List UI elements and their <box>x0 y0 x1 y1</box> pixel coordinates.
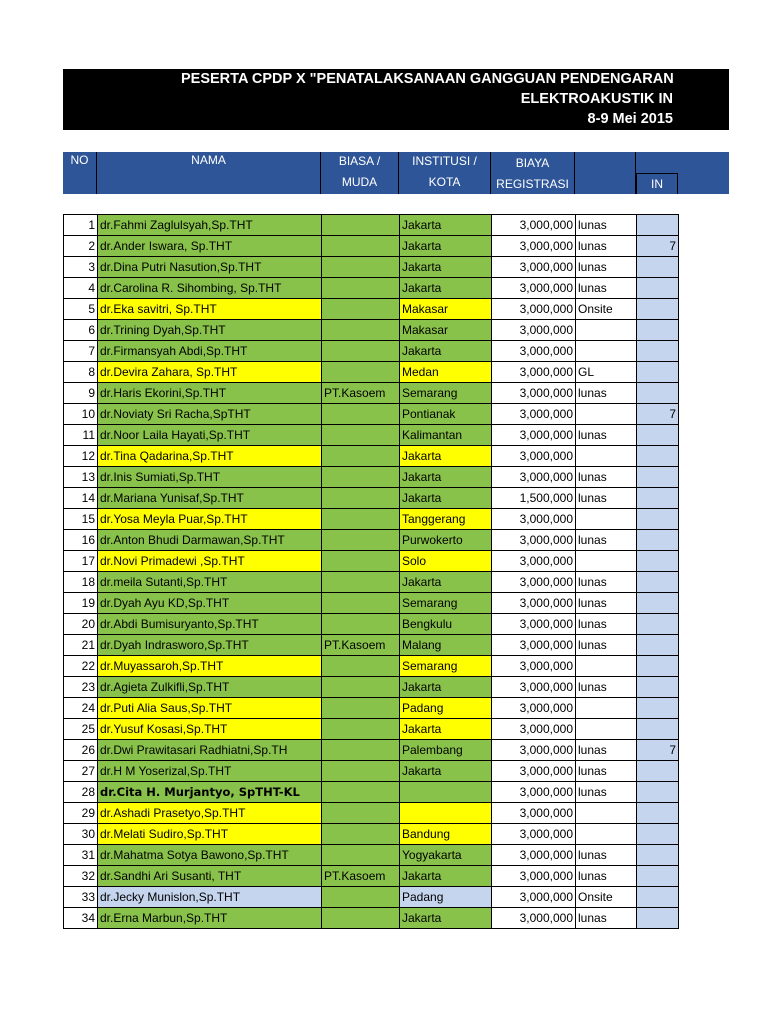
row-status: lunas <box>576 677 637 698</box>
row-kota <box>400 803 492 824</box>
row-no: 20 <box>64 614 98 635</box>
row-extra <box>637 257 679 278</box>
table-row <box>64 278 679 299</box>
row-biaya: 3,000,000 <box>492 383 576 404</box>
row-no: 8 <box>64 362 98 383</box>
row-biasa-muda <box>322 341 400 362</box>
row-kota: Jakarta <box>400 236 492 257</box>
row-biasa-muda <box>322 782 400 803</box>
row-extra: 7 <box>637 404 679 425</box>
row-status <box>576 656 637 677</box>
row-status: lunas <box>576 488 637 509</box>
row-extra <box>637 593 679 614</box>
row-extra <box>637 425 679 446</box>
row-extra <box>637 551 679 572</box>
row-no: 10 <box>64 404 98 425</box>
row-biasa-muda <box>322 278 400 299</box>
row-kota: Jakarta <box>400 719 492 740</box>
header-muda-label: MUDA <box>341 175 378 189</box>
row-biaya: 3,000,000 <box>492 509 576 530</box>
row-nama: dr.Carolina R. Sihombing, Sp.THT <box>98 278 322 299</box>
table-row <box>64 530 679 551</box>
row-kota: Padang <box>400 698 492 719</box>
row-nama: dr.Trining Dyah,Sp.THT <box>98 320 322 341</box>
row-kota: Makasar <box>400 299 492 320</box>
row-status: lunas <box>576 572 637 593</box>
row-status <box>576 719 637 740</box>
row-status <box>576 824 637 845</box>
row-no: 27 <box>64 761 98 782</box>
row-biaya: 3,000,000 <box>492 425 576 446</box>
row-status: lunas <box>576 215 637 236</box>
row-status <box>576 320 637 341</box>
row-status <box>576 698 637 719</box>
table-row <box>64 887 679 908</box>
title-line-2: ELEKTROAKUSTIK IN <box>520 91 673 107</box>
row-no: 24 <box>64 698 98 719</box>
row-extra <box>637 446 679 467</box>
row-no: 33 <box>64 887 98 908</box>
table-row <box>64 320 679 341</box>
row-biasa-muda: PT.Kasoem <box>322 635 400 656</box>
row-biasa-muda <box>322 362 400 383</box>
row-nama: dr.Ander Iswara, Sp.THT <box>98 236 322 257</box>
row-nama: dr.Eka savitri, Sp.THT <box>98 299 322 320</box>
title-line-3: 8-9 Mei 2015 <box>587 111 673 127</box>
header-in-label: IN <box>651 177 663 191</box>
table-row <box>64 404 679 425</box>
row-biaya: 3,000,000 <box>492 845 576 866</box>
row-status: lunas <box>576 761 637 782</box>
row-nama: dr.Abdi Bumisuryanto,Sp.THT <box>98 614 322 635</box>
row-biaya: 3,000,000 <box>492 782 576 803</box>
header-institusi-label: INSTITUSI / <box>412 154 477 168</box>
row-kota: Tanggerang <box>400 509 492 530</box>
row-kota: Jakarta <box>400 215 492 236</box>
row-nama: dr.Haris Ekorini,Sp.THT <box>98 383 322 404</box>
table-row <box>64 719 679 740</box>
row-status: lunas <box>576 866 637 887</box>
table-row <box>64 383 679 404</box>
row-status <box>576 803 637 824</box>
row-kota: Jakarta <box>400 257 492 278</box>
row-kota: Medan <box>400 362 492 383</box>
row-kota: Makasar <box>400 320 492 341</box>
row-kota: Purwokerto <box>400 530 492 551</box>
header-institusi-kota <box>399 152 491 194</box>
row-extra <box>637 614 679 635</box>
row-extra <box>637 509 679 530</box>
row-extra <box>637 215 679 236</box>
row-kota: Jakarta <box>400 572 492 593</box>
row-biasa-muda <box>322 656 400 677</box>
row-no: 32 <box>64 866 98 887</box>
document-title <box>63 69 729 130</box>
row-status: lunas <box>576 593 637 614</box>
row-biasa-muda <box>322 488 400 509</box>
row-extra <box>637 803 679 824</box>
header-biasa-label: BIASA / <box>338 154 381 168</box>
row-status: lunas <box>576 530 637 551</box>
table-row <box>64 257 679 278</box>
row-status <box>576 509 637 530</box>
row-biasa-muda <box>322 824 400 845</box>
row-extra <box>637 383 679 404</box>
row-extra <box>637 761 679 782</box>
row-no: 5 <box>64 299 98 320</box>
row-no: 29 <box>64 803 98 824</box>
header-in-box <box>636 173 678 194</box>
row-biasa-muda <box>322 467 400 488</box>
row-nama: dr.Ashadi Prasetyo,Sp.THT <box>98 803 322 824</box>
row-biasa-muda <box>322 299 400 320</box>
row-biasa-muda <box>322 845 400 866</box>
row-status: lunas <box>576 425 637 446</box>
row-biasa-muda <box>322 551 400 572</box>
row-extra <box>637 782 679 803</box>
row-kota: Solo <box>400 551 492 572</box>
row-kota <box>400 782 492 803</box>
row-biaya: 3,000,000 <box>492 572 576 593</box>
row-biasa-muda: PT.Kasoem <box>322 866 400 887</box>
header-no <box>63 152 97 194</box>
row-biaya: 3,000,000 <box>492 551 576 572</box>
table-row <box>64 845 679 866</box>
row-biasa-muda <box>322 908 400 929</box>
row-nama: dr.Melati Sudiro,Sp.THT <box>98 824 322 845</box>
row-no: 12 <box>64 446 98 467</box>
row-kota: Bandung <box>400 824 492 845</box>
row-status <box>576 551 637 572</box>
row-biasa-muda <box>322 719 400 740</box>
row-biaya: 3,000,000 <box>492 446 576 467</box>
row-biasa-muda <box>322 887 400 908</box>
table-row <box>64 572 679 593</box>
row-kota: Semarang <box>400 383 492 404</box>
row-no: 16 <box>64 530 98 551</box>
row-biaya: 3,000,000 <box>492 236 576 257</box>
row-nama: dr.meila Sutanti,Sp.THT <box>98 572 322 593</box>
row-extra <box>637 572 679 593</box>
row-nama: dr.Yosa Meyla Puar,Sp.THT <box>98 509 322 530</box>
row-biasa-muda <box>322 530 400 551</box>
row-biasa-muda <box>322 215 400 236</box>
row-biaya: 3,000,000 <box>492 593 576 614</box>
row-status: lunas <box>576 782 637 803</box>
row-no: 17 <box>64 551 98 572</box>
row-nama: dr.Tina Qadarina,Sp.THT <box>98 446 322 467</box>
row-nama: dr.Noviaty Sri Racha,SpTHT <box>98 404 322 425</box>
row-biaya: 3,000,000 <box>492 467 576 488</box>
row-no: 6 <box>64 320 98 341</box>
row-no: 19 <box>64 593 98 614</box>
table-row <box>64 425 679 446</box>
table-row <box>64 362 679 383</box>
row-extra <box>637 845 679 866</box>
row-status: GL <box>576 362 637 383</box>
participants-table <box>63 214 679 929</box>
row-biasa-muda <box>322 593 400 614</box>
row-extra <box>637 866 679 887</box>
row-extra <box>637 488 679 509</box>
row-biaya: 3,000,000 <box>492 866 576 887</box>
row-no: 14 <box>64 488 98 509</box>
header-biaya-label: BIAYA <box>515 156 550 170</box>
table-row <box>64 803 679 824</box>
header-kota-label: KOTA <box>428 175 461 189</box>
row-status: Onsite <box>576 887 637 908</box>
row-extra <box>637 299 679 320</box>
row-kota: Jakarta <box>400 908 492 929</box>
row-biaya: 3,000,000 <box>492 341 576 362</box>
row-biaya: 3,000,000 <box>492 614 576 635</box>
row-biasa-muda <box>322 404 400 425</box>
row-biasa-muda <box>322 803 400 824</box>
header-biasa-muda <box>321 152 399 194</box>
row-no: 23 <box>64 677 98 698</box>
row-kota: Jakarta <box>400 341 492 362</box>
table-row <box>64 341 679 362</box>
row-nama: dr.Firmansyah Abdi,Sp.THT <box>98 341 322 362</box>
row-nama: dr.Muyassaroh,Sp.THT <box>98 656 322 677</box>
row-status <box>576 341 637 362</box>
row-extra <box>637 719 679 740</box>
table-row <box>64 656 679 677</box>
row-no: 4 <box>64 278 98 299</box>
row-biaya: 3,000,000 <box>492 299 576 320</box>
row-status: lunas <box>576 383 637 404</box>
row-no: 11 <box>64 425 98 446</box>
row-biaya: 3,000,000 <box>492 677 576 698</box>
row-status: lunas <box>576 257 637 278</box>
row-nama: dr.Inis Sumiati,Sp.THT <box>98 467 322 488</box>
row-no: 2 <box>64 236 98 257</box>
row-extra: 7 <box>637 740 679 761</box>
table-row <box>64 782 679 803</box>
row-kota: Jakarta <box>400 278 492 299</box>
row-status: Onsite <box>576 299 637 320</box>
row-biasa-muda <box>322 257 400 278</box>
row-biaya: 3,000,000 <box>492 635 576 656</box>
row-biaya: 1,500,000 <box>492 488 576 509</box>
table-row <box>64 236 679 257</box>
row-status: lunas <box>576 467 637 488</box>
row-biaya: 3,000,000 <box>492 803 576 824</box>
row-biaya: 3,000,000 <box>492 257 576 278</box>
row-extra <box>637 908 679 929</box>
table-row <box>64 698 679 719</box>
row-nama: dr.Erna Marbun,Sp.THT <box>98 908 322 929</box>
table-row <box>64 635 679 656</box>
row-status <box>576 446 637 467</box>
row-biasa-muda <box>322 761 400 782</box>
row-extra: 7 <box>637 236 679 257</box>
row-extra <box>637 341 679 362</box>
title-line-1: PESERTA CPDP X "PENATALAKSANAAN GANGGUAN PENDENGARAN <box>181 71 674 87</box>
row-biaya: 3,000,000 <box>492 404 576 425</box>
row-nama: dr.Mariana Yunisaf,Sp.THT <box>98 488 322 509</box>
row-no: 34 <box>64 908 98 929</box>
row-biasa-muda <box>322 425 400 446</box>
row-biaya: 3,000,000 <box>492 908 576 929</box>
row-biaya: 3,000,000 <box>492 824 576 845</box>
row-biasa-muda <box>322 509 400 530</box>
row-biaya: 3,000,000 <box>492 887 576 908</box>
row-extra <box>637 362 679 383</box>
row-nama: dr.Fahmi Zaglulsyah,Sp.THT <box>98 215 322 236</box>
row-extra <box>637 887 679 908</box>
table-row <box>64 740 679 761</box>
header-in <box>636 152 678 194</box>
row-status: lunas <box>576 635 637 656</box>
row-nama: dr.Dina Putri Nasution,Sp.THT <box>98 257 322 278</box>
row-no: 21 <box>64 635 98 656</box>
row-kota: Semarang <box>400 593 492 614</box>
row-status: lunas <box>576 236 637 257</box>
row-no: 22 <box>64 656 98 677</box>
row-kota: Jakarta <box>400 446 492 467</box>
table-row <box>64 488 679 509</box>
row-nama: dr.Devira Zahara, Sp.THT <box>98 362 322 383</box>
row-kota: Jakarta <box>400 866 492 887</box>
row-biasa-muda <box>322 614 400 635</box>
row-no: 30 <box>64 824 98 845</box>
table-row <box>64 467 679 488</box>
row-extra <box>637 530 679 551</box>
row-biasa-muda <box>322 236 400 257</box>
header-no-label: NO <box>70 153 89 167</box>
row-no: 3 <box>64 257 98 278</box>
row-no: 13 <box>64 467 98 488</box>
row-status: lunas <box>576 278 637 299</box>
row-kota: Kalimantan <box>400 425 492 446</box>
row-extra <box>637 677 679 698</box>
row-biasa-muda <box>322 320 400 341</box>
row-kota: Jakarta <box>400 761 492 782</box>
row-biaya: 3,000,000 <box>492 530 576 551</box>
row-biaya: 3,000,000 <box>492 278 576 299</box>
row-status: lunas <box>576 908 637 929</box>
row-no: 7 <box>64 341 98 362</box>
row-nama: dr.Yusuf Kosasi,Sp.THT <box>98 719 322 740</box>
row-biaya: 3,000,000 <box>492 761 576 782</box>
row-biasa-muda <box>322 740 400 761</box>
row-nama: dr.Cita H. Murjantyo, SpTHT-KL <box>98 782 322 803</box>
table-row <box>64 215 679 236</box>
table-row <box>64 761 679 782</box>
row-no: 26 <box>64 740 98 761</box>
row-nama: dr.Sandhi Ari Susanti, THT <box>98 866 322 887</box>
row-extra <box>637 320 679 341</box>
row-extra <box>637 824 679 845</box>
row-biaya: 3,000,000 <box>492 362 576 383</box>
header-biaya <box>491 152 575 194</box>
header-nama <box>97 152 321 194</box>
table-row <box>64 614 679 635</box>
row-biasa-muda <box>322 572 400 593</box>
row-nama: dr.Jecky Munislon,Sp.THT <box>98 887 322 908</box>
table-row <box>64 551 679 572</box>
row-status: lunas <box>576 614 637 635</box>
row-biasa-muda <box>322 698 400 719</box>
row-kota: Semarang <box>400 656 492 677</box>
row-nama: dr.Noor Laila Hayati,Sp.THT <box>98 425 322 446</box>
row-no: 15 <box>64 509 98 530</box>
row-kota: Yogyakarta <box>400 845 492 866</box>
table-row <box>64 446 679 467</box>
row-extra <box>637 278 679 299</box>
row-no: 18 <box>64 572 98 593</box>
row-kota: Jakarta <box>400 467 492 488</box>
table-row <box>64 866 679 887</box>
table-row <box>64 908 679 929</box>
row-extra <box>637 635 679 656</box>
row-nama: dr.H M Yoserizal,Sp.THT <box>98 761 322 782</box>
table-row <box>64 824 679 845</box>
header-status <box>575 152 636 194</box>
row-kota: Malang <box>400 635 492 656</box>
header-overflow <box>678 152 729 194</box>
row-extra <box>637 656 679 677</box>
row-kota: Padang <box>400 887 492 908</box>
row-biaya: 3,000,000 <box>492 698 576 719</box>
row-biaya: 3,000,000 <box>492 215 576 236</box>
row-status <box>576 404 637 425</box>
row-nama: dr.Agieta Zulkifli,Sp.THT <box>98 677 322 698</box>
row-status: lunas <box>576 845 637 866</box>
row-biaya: 3,000,000 <box>492 656 576 677</box>
row-extra <box>637 467 679 488</box>
row-nama: dr.Anton Bhudi Darmawan,Sp.THT <box>98 530 322 551</box>
row-biaya: 3,000,000 <box>492 719 576 740</box>
row-no: 9 <box>64 383 98 404</box>
row-biasa-muda <box>322 446 400 467</box>
row-kota: Jakarta <box>400 488 492 509</box>
row-nama: dr.Puti Alia Saus,Sp.THT <box>98 698 322 719</box>
row-no: 1 <box>64 215 98 236</box>
header-registrasi-label: REGISTRASI <box>496 177 569 191</box>
row-no: 31 <box>64 845 98 866</box>
table-row <box>64 593 679 614</box>
row-biasa-muda <box>322 677 400 698</box>
row-nama: dr.Dyah Indrasworo,Sp.THT <box>98 635 322 656</box>
row-no: 25 <box>64 719 98 740</box>
row-status: lunas <box>576 740 637 761</box>
row-biaya: 3,000,000 <box>492 740 576 761</box>
row-nama: dr.Dyah Ayu KD,Sp.THT <box>98 593 322 614</box>
row-nama: dr.Mahatma Sotya Bawono,Sp.THT <box>98 845 322 866</box>
row-kota: Palembang <box>400 740 492 761</box>
row-kota: Pontianak <box>400 404 492 425</box>
row-no: 28 <box>64 782 98 803</box>
row-nama: dr.Dwi Prawitasari Radhiatni,Sp.TH <box>98 740 322 761</box>
header-nama-label: NAMA <box>191 153 226 167</box>
row-kota: Jakarta <box>400 677 492 698</box>
table-row <box>64 677 679 698</box>
row-biaya: 3,000,000 <box>492 320 576 341</box>
row-extra <box>637 698 679 719</box>
table-row <box>64 299 679 320</box>
table-row <box>64 509 679 530</box>
row-biasa-muda: PT.Kasoem <box>322 383 400 404</box>
row-kota: Bengkulu <box>400 614 492 635</box>
row-nama: dr.Novi Primadewi ,Sp.THT <box>98 551 322 572</box>
